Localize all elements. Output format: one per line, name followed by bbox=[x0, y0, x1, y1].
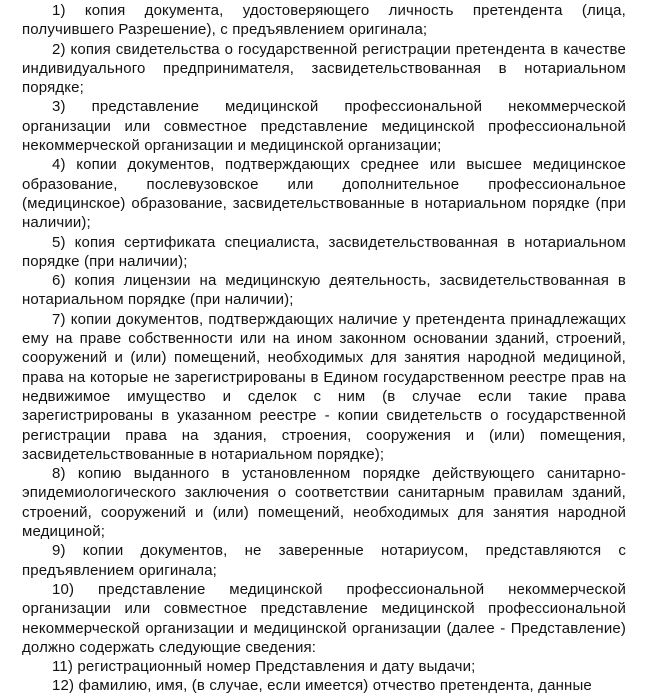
document-paragraph-9: 9) копии документов, не заверенные нотариусом, представляются с предъявлением оригинала; bbox=[22, 542, 626, 579]
document-paragraph-10: 10) представление медицинской профессиональной некоммерческой организации или совместное представление медицинской профессиональной некоммерческой организации и медицинской организации (далее - Представление) должно содержать следующие сведения: bbox=[22, 580, 626, 656]
document-paragraph-5: 5) копия сертификата специалиста, засвидетельствованная в нотариальном порядке (при наличии); bbox=[22, 233, 626, 270]
document-paragraph-2: 2) копия свидетельства о государственной регистрации претендента в качестве индивидуального предпринимателя, засвидетельствованная в нотариальном порядке; bbox=[22, 40, 626, 97]
document-paragraph-12: 12) фамилию, имя, (в случае, если имеется) отчество претендента, данные bbox=[52, 677, 592, 695]
document-paragraph-4: 4) копии документов, подтверждающих среднее или высшее медицинское образование, послевузовское или дополнительное профессиональное (медицинское) образование, засвидетельствованные в нотариальном порядке (при наличии); bbox=[22, 156, 626, 232]
document-paragraph-1: 1) копия документа, удостоверяющего личность претендента (лица, получившего Разрешение), с предъявлением оригинала; bbox=[22, 2, 626, 39]
document-paragraph-3: 3) представление медицинской профессиональной некоммерческой организации или совместное представление медицинской профессиональной некоммерческой организации и медицинской организации; bbox=[22, 98, 626, 155]
document-paragraph-8: 8) копию выданного в установленном порядке действующего санитарно-эпидемиологического заключения о соответствии санитарным правилам зданий, строений, сооружений и (или) помещений, необходимых для занятия народной медициной; bbox=[22, 465, 626, 541]
document-paragraph-7: 7) копии документов, подтверждающих наличие у претендента принадлежащих ему на праве собственности или на ином законном основании зданий, строений, сооружений и (или) помещений, необходимых для занятия народной медициной, права на которые не зарегистрированы в Едином государственном реестре прав на недвижимое имущество и сделок с ним (в случае если такие права зарегистрированы в указанном реестре - копии свидетельств о государственной регистрации права на здания, строения, сооружения и (или) помещения, засвидетельствованные в нотариальном порядке); bbox=[22, 310, 626, 463]
document-paragraph-11: 11) регистрационный номер Представления и дату выдачи; bbox=[52, 658, 476, 676]
document-paragraph-6: 6) копия лицензии на медицинскую деятельность, засвидетельствованная в нотариальном порядке (при наличии); bbox=[22, 272, 626, 309]
